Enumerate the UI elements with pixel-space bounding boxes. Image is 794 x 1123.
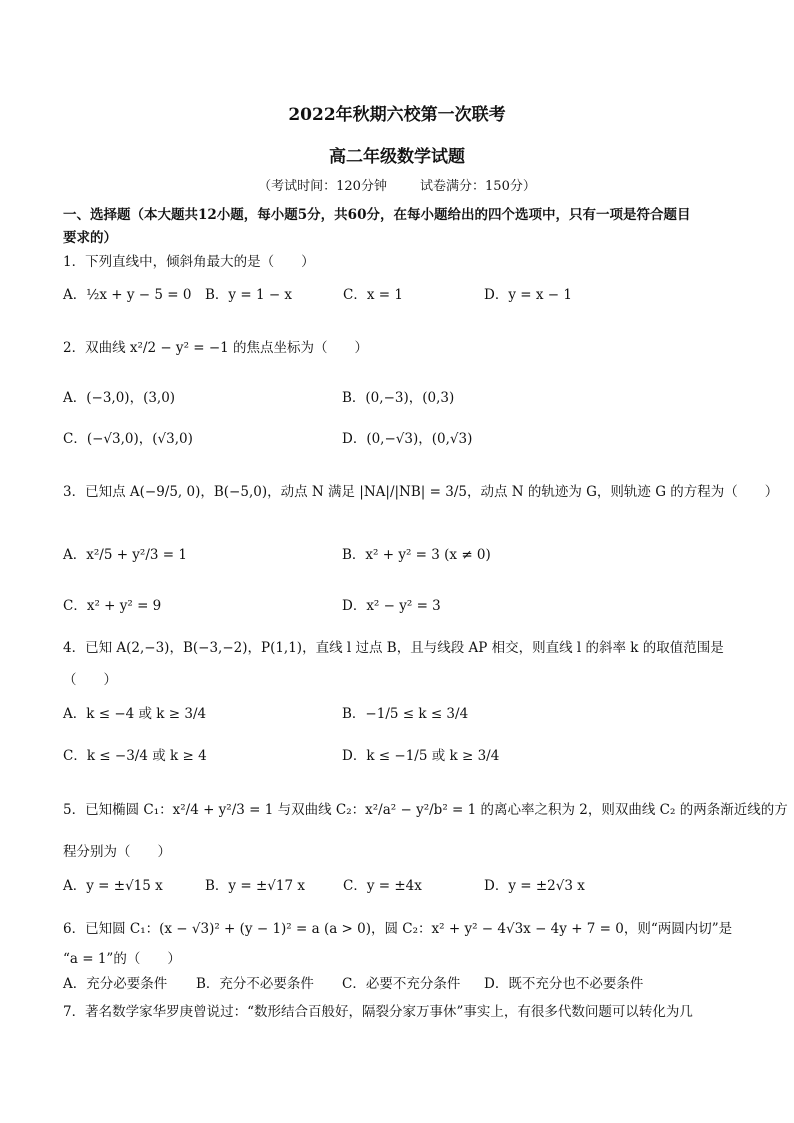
- q4-option-d: D．k ≤ −1/5 或 k ≥ 3/4: [342, 748, 500, 764]
- q4-option-c: C．k ≤ −3/4 或 k ≥ 4: [63, 748, 207, 764]
- q6-stem-line2: “a = 1”的（ ）: [63, 951, 181, 967]
- exam-title: 2022年秋期六校第一次联考: [288, 105, 506, 125]
- section-heading-line1: 一、选择题（本大题共12小题，每小题5分，共60分，在每小题给出的四个选项中，只有一项是符合题目: [63, 207, 691, 223]
- q6-stem-line1: 6．已知圆 C₁：(x − √3)² + (y − 1)² = a (a > 0)，圆 C₂：x² + y² − 4√3x − 4y + 7 = 0，则“两圆内切”是: [63, 921, 733, 937]
- exam-info: [0, 175, 794, 194]
- section-heading-line2: 要求的）: [63, 230, 117, 246]
- q7-stem-line1: 7．著名数学家华罗庚曾说过：“数形结合百般好，隔裂分家万事休”事实上，有很多代数问题可以转化为几: [63, 1004, 693, 1020]
- exam-subtitle: 高二年级数学试题: [329, 147, 465, 167]
- q2-option-a: A．(−3,0)，(3,0): [63, 390, 176, 406]
- q2-option-c: C．(−√3,0)，(√3,0): [63, 431, 193, 447]
- q2-stem: 2．双曲线 x²/2 − y² = −1 的焦点坐标为（ ）: [63, 340, 369, 356]
- q5-stem-line2: 程分别为（ ）: [63, 844, 171, 860]
- q1-option-c: C．x = 1: [343, 287, 403, 303]
- q4-stem-line1: 4．已知 A(2,−3)，B(−3,−2)，P(1,1)，直线 l 过点 B，且与线段 AP 相交，则直线 l 的斜率 k 的取值范围是: [63, 640, 724, 656]
- q5-option-c: C．y = ±4x: [343, 878, 422, 894]
- q5-stem-line1: 5．已知椭圆 C₁：x²/4 + y²/3 = 1 与双曲线 C₂：x²/a² − y²/b² = 1 的离心率之积为 2，则双曲线 C₂ 的两条渐近线的方: [63, 802, 788, 818]
- q6-option-d: D．既不充分也不必要条件: [484, 976, 644, 992]
- q3-option-a: A．x²/5 + y²/3 = 1: [63, 547, 187, 563]
- q6-option-c: C．必要不充分条件: [342, 976, 461, 992]
- q3-option-c: C．x² + y² = 9: [63, 598, 162, 614]
- q1-option-a: A．½x + y − 5 = 0: [63, 287, 192, 303]
- q1-stem: 1．下列直线中，倾斜角最大的是（ ）: [63, 254, 315, 270]
- q1-option-b: B．y = 1 − x: [205, 287, 293, 303]
- q6-option-a: A．充分必要条件: [63, 976, 168, 992]
- q4-option-a: A．k ≤ −4 或 k ≥ 3/4: [63, 706, 207, 722]
- q4-stem-line2: （ ）: [63, 672, 117, 688]
- q5-option-b: B．y = ±√17 x: [205, 878, 305, 894]
- q4-option-b: B．−1/5 ≤ k ≤ 3/4: [342, 706, 469, 722]
- q1-option-d: D．y = x − 1: [484, 287, 572, 303]
- q5-option-d: D．y = ±2√3 x: [484, 878, 585, 894]
- q3-option-d: D．x² − y² = 3: [342, 598, 441, 614]
- q2-option-d: D．(0,−√3)，(0,√3): [342, 431, 473, 447]
- q6-option-b: B．充分不必要条件: [196, 976, 314, 992]
- q3-stem: 3．已知点 A(−9/5, 0)，B(−5,0)，动点 N 满足 |NA|/|NB| = 3/5，动点 N 的轨迹为 G，则轨迹 G 的方程为（ ）: [63, 484, 779, 500]
- q2-option-b: B．(0,−3)，(0,3): [342, 390, 455, 406]
- exam-time: （考试时间：120分钟: [258, 179, 387, 194]
- q5-option-a: A．y = ±√15 x: [63, 878, 163, 894]
- q3-option-b: B．x² + y² = 3 (x ≠ 0): [342, 547, 491, 563]
- exam-score: 试卷满分：150分）: [420, 179, 536, 194]
